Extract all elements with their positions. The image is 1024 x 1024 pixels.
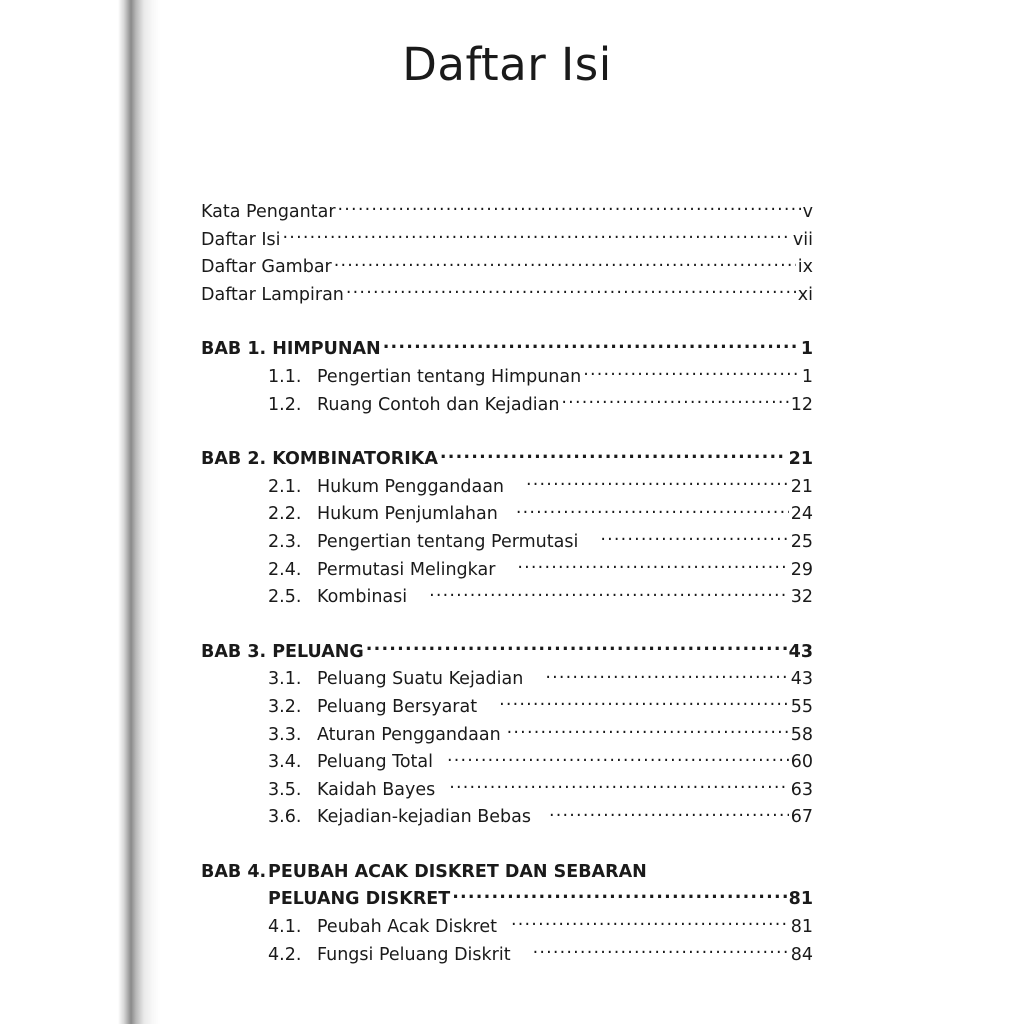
section-page: 24 (790, 504, 813, 525)
toc-section-3-3[interactable] (201, 722, 813, 750)
toc-entry-page: ix (797, 257, 813, 278)
section-number: 3.2. (268, 696, 302, 717)
toc-entry-daftar-lampiran[interactable] (201, 282, 813, 310)
toc-entry-kata-pengantar[interactable] (201, 199, 813, 227)
section-number: 1.1. (268, 366, 302, 387)
section-number: 1.2. (268, 394, 302, 415)
section-page: 1 (801, 366, 813, 387)
toc-section-3-5[interactable] (201, 777, 813, 805)
chapter-label: BAB 3. PELUANG (201, 641, 364, 662)
toc-entry-page: v (802, 202, 813, 222)
leader-dots (526, 474, 789, 492)
page-title: Daftar Isi (402, 38, 612, 91)
section-number: 3.1. (268, 669, 302, 690)
toc-chapter-2[interactable] (201, 446, 813, 474)
toc-section-3-2[interactable] (201, 694, 813, 722)
toc-section-2-5[interactable] (201, 584, 813, 612)
section-label: Peluang Total (317, 752, 434, 773)
section-label: Hukum Penggandaan (317, 476, 505, 497)
toc-section-4-2[interactable] (201, 942, 813, 970)
section-label: Permutasi Melingkar (317, 559, 496, 580)
toc-section-1-1[interactable] (201, 364, 813, 392)
section-number: 3.3. (268, 724, 302, 745)
toc-entry-page: vii (792, 229, 813, 250)
section-number: 4.2. (268, 944, 302, 965)
section-label: Fungsi Peluang Diskrit (317, 944, 511, 965)
section-page: 67 (790, 807, 813, 828)
section-number: 3.6. (268, 807, 302, 828)
toc-entry-label: Daftar Isi (201, 229, 281, 250)
section-page: 81 (790, 917, 813, 938)
leader-dots (517, 557, 788, 575)
toc-section-3-1[interactable] (201, 666, 813, 694)
toc-section-1-2[interactable] (201, 392, 813, 420)
toc-chapter-4-heading[interactable] (201, 859, 813, 887)
section-number: 2.2. (268, 504, 302, 525)
chapter-page: 81 (788, 889, 813, 910)
toc-entry-page: xi (797, 284, 813, 305)
section-number: 2.1. (268, 476, 302, 497)
section-number: 2.5. (268, 587, 302, 608)
leader-dots (511, 915, 789, 933)
leader-dots (499, 694, 789, 712)
toc-section-2-3[interactable] (201, 529, 813, 557)
section-label: Pengertian tentang Permutasi (317, 531, 579, 552)
section-label: Kejadian-kejadian Bebas (317, 807, 531, 828)
leader-dots (533, 942, 789, 960)
chapter-page: 43 (788, 641, 813, 662)
chapter-label-line1: PEUBAH ACAK DISKRET DAN SEBARAN (268, 861, 647, 882)
table-of-contents (201, 199, 813, 969)
section-label: Aturan Penggandaan (317, 724, 501, 745)
toc-chapter-1[interactable] (201, 336, 813, 364)
leader-dots (449, 777, 789, 795)
leader-dots (383, 337, 799, 355)
toc-section-2-1[interactable] (201, 474, 813, 502)
toc-section-3-6[interactable] (201, 804, 813, 832)
chapter-page: 1 (800, 339, 813, 360)
leader-dots (346, 282, 796, 300)
chapter-label: BAB 2. KOMBINATORIKA (201, 449, 438, 470)
toc-section-2-2[interactable] (201, 501, 813, 529)
leader-dots (447, 750, 789, 768)
toc-chapter-3[interactable] (201, 639, 813, 667)
book-gutter-shadow (0, 0, 160, 1024)
leader-dots (366, 639, 787, 657)
leader-dots (338, 200, 801, 218)
leader-dots (283, 227, 791, 245)
section-number: 2.3. (268, 531, 302, 552)
chapter-number: BAB 4. (201, 861, 267, 882)
leader-dots (429, 585, 789, 603)
section-page: 32 (790, 587, 813, 608)
leader-dots (507, 722, 789, 740)
leader-dots (583, 364, 800, 382)
section-label: Ruang Contoh dan Kejadian (317, 394, 560, 415)
toc-section-2-4[interactable] (201, 557, 813, 585)
leader-dots (334, 255, 796, 273)
section-label: Kombinasi (317, 587, 408, 608)
section-label: Kaidah Bayes (317, 779, 436, 800)
section-page: 43 (790, 669, 813, 690)
leader-dots (561, 392, 788, 410)
section-page: 63 (790, 779, 813, 800)
toc-entry-daftar-isi[interactable] (201, 227, 813, 255)
section-page: 12 (790, 394, 813, 415)
leader-dots (600, 529, 788, 547)
section-page: 55 (790, 696, 813, 717)
section-page: 84 (790, 944, 813, 965)
toc-section-4-1[interactable] (201, 914, 813, 942)
section-page: 25 (790, 531, 813, 552)
section-page: 21 (790, 476, 813, 497)
section-number: 3.5. (268, 779, 302, 800)
section-label: Peubah Acak Diskret (317, 917, 498, 938)
leader-dots (452, 887, 786, 905)
leader-dots (516, 502, 789, 520)
toc-page (150, 0, 1024, 1024)
toc-section-3-4[interactable] (201, 749, 813, 777)
toc-chapter-4[interactable] (201, 886, 813, 914)
leader-dots (549, 805, 789, 823)
toc-entry-daftar-gambar[interactable] (201, 254, 813, 282)
section-page: 60 (790, 752, 813, 773)
section-label: Hukum Penjumlahan (317, 504, 498, 525)
section-number: 2.4. (268, 559, 302, 580)
toc-entry-label: Daftar Gambar (201, 257, 332, 278)
section-page: 29 (790, 559, 813, 580)
chapter-label-line2: PELUANG DISKRET (268, 889, 451, 910)
section-page: 58 (790, 724, 813, 745)
section-label: Pengertian tentang Himpunan (317, 366, 582, 387)
section-number: 3.4. (268, 752, 302, 773)
section-label: Peluang Suatu Kejadian (317, 669, 524, 690)
toc-entry-label: Daftar Lampiran (201, 284, 344, 305)
chapter-label: BAB 1. HIMPUNAN (201, 339, 381, 360)
toc-entry-label: Kata Pengantar (201, 202, 336, 222)
chapter-page: 21 (788, 449, 813, 470)
leader-dots (545, 667, 788, 685)
leader-dots (440, 447, 787, 465)
section-number: 4.1. (268, 917, 302, 938)
section-label: Peluang Bersyarat (317, 696, 478, 717)
